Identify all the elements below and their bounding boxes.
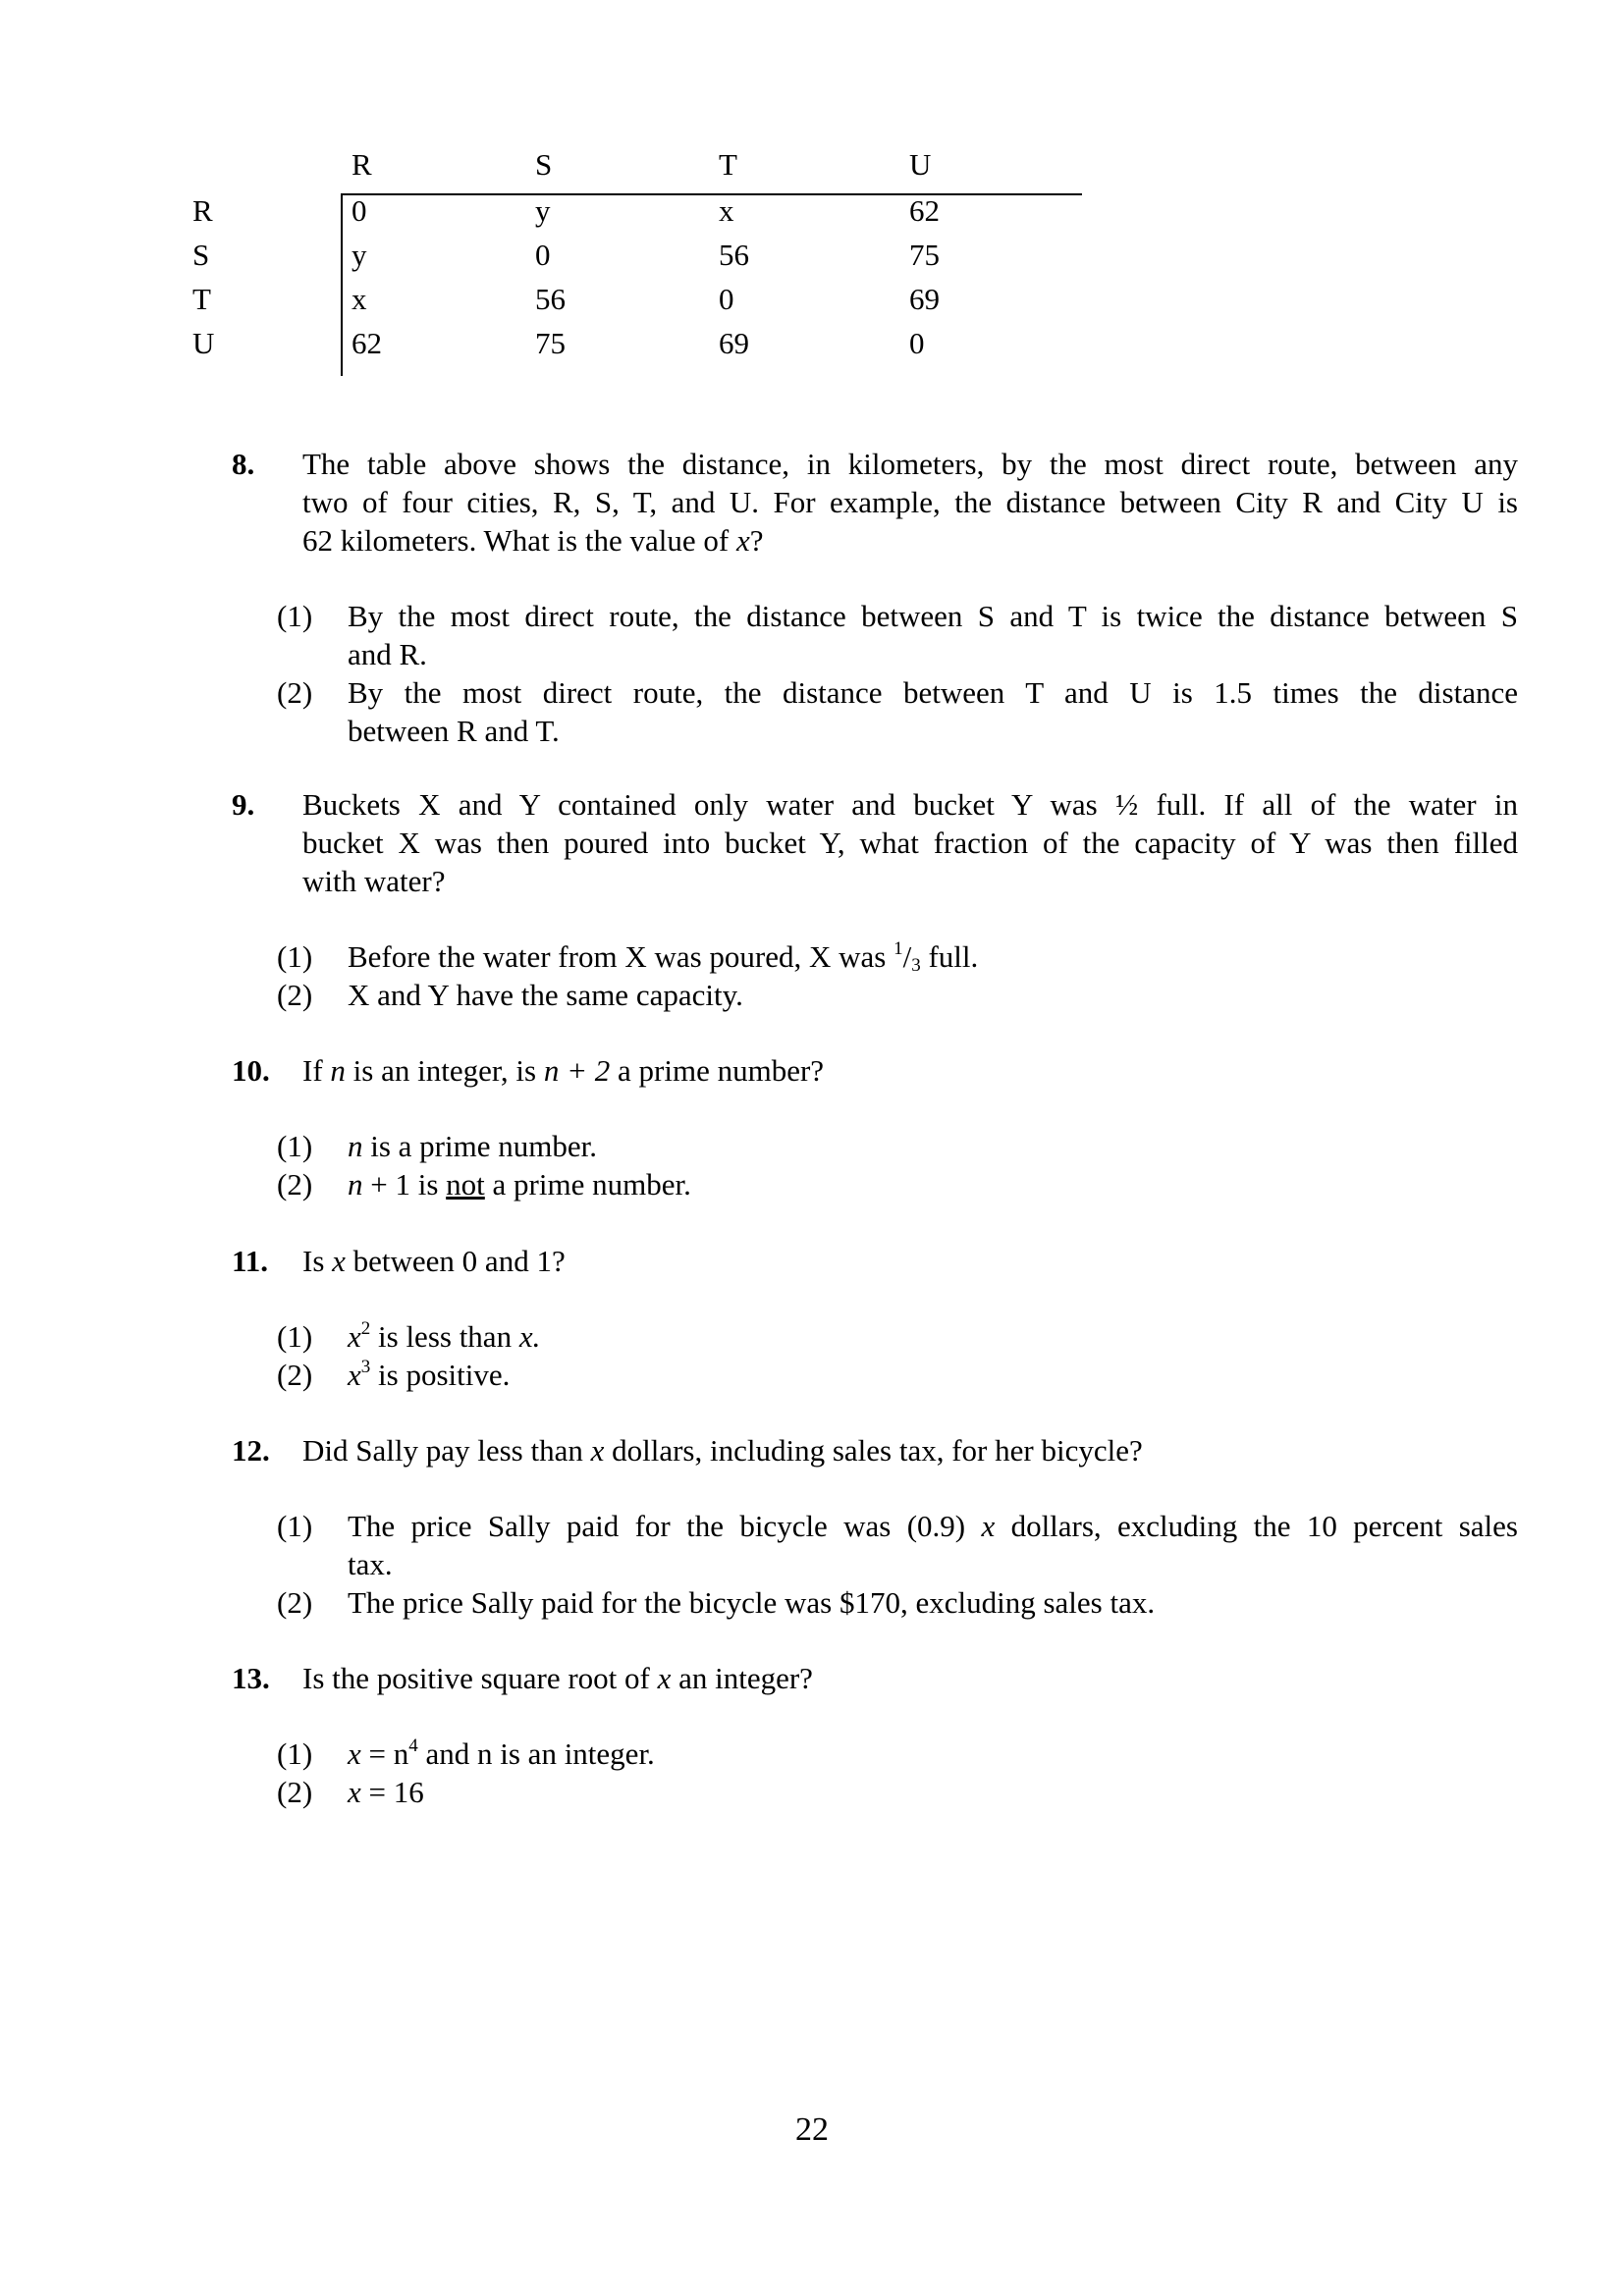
statement-label: (1) bbox=[277, 1736, 313, 1771]
table-cell: 0 bbox=[909, 326, 925, 360]
variable: x bbox=[348, 1319, 361, 1354]
stem-text: ? bbox=[749, 523, 764, 558]
question-stem bbox=[302, 785, 1518, 900]
question-number: 12. bbox=[232, 1433, 270, 1468]
stem-text: Did Sally pay less than bbox=[302, 1433, 591, 1468]
statement-text bbox=[348, 673, 1518, 750]
stem-text: between 0 and 1? bbox=[345, 1244, 566, 1278]
stem-line bbox=[302, 521, 1518, 560]
statement-label: (1) bbox=[277, 1129, 313, 1163]
statement-text bbox=[348, 1773, 1518, 1811]
exponent: 2 bbox=[360, 1318, 371, 1339]
statement-text bbox=[348, 1165, 1518, 1203]
table-cell: 56 bbox=[535, 282, 566, 316]
stem-line: two of four cities, R, S, T, and U. For example, the distance between City R and City U is bbox=[302, 485, 1518, 519]
stem-line: The table above shows the distance, in kilometers, by the most direct route, between any bbox=[302, 447, 1518, 481]
statement-label: (2) bbox=[277, 675, 313, 710]
stem-text: dollars, including sales tax, for her bicycle? bbox=[604, 1433, 1143, 1468]
stem-text: Is bbox=[302, 1244, 333, 1278]
row-header-u: U bbox=[192, 326, 215, 360]
row-header-t: T bbox=[192, 282, 211, 316]
variable: x bbox=[590, 1433, 605, 1468]
statement-segment: The price Sally paid for the bicycle was (0.9) bbox=[348, 1509, 982, 1543]
statement-label: (2) bbox=[277, 1358, 313, 1392]
variable: x. bbox=[518, 1319, 541, 1354]
stem-line: bucket X was then poured into bucket Y, what fraction of the capacity of Y was then filled bbox=[302, 826, 1518, 860]
question-stem bbox=[302, 1431, 1518, 1469]
table-cell: 69 bbox=[909, 282, 940, 316]
statement-segment: dollars, excluding the 10 percent sales bbox=[1010, 1509, 1518, 1543]
variable: x bbox=[332, 1244, 346, 1278]
exponent: 4 bbox=[408, 1735, 418, 1756]
question-stem bbox=[302, 1659, 1518, 1697]
variable: x bbox=[348, 1775, 361, 1809]
table-row-header-rule bbox=[341, 193, 343, 376]
stem-line: with water? bbox=[302, 864, 446, 898]
statement-text bbox=[348, 1735, 1518, 1773]
question-stem bbox=[302, 445, 1518, 560]
expression: n + 2 bbox=[543, 1053, 611, 1088]
statement-segment: = n bbox=[360, 1736, 409, 1771]
question-number: 11. bbox=[232, 1244, 269, 1278]
column-header-r: R bbox=[352, 147, 372, 182]
stem-text: If bbox=[302, 1053, 331, 1088]
stem-line: Buckets X and Y contained only water and bucket Y was ½ full. If all of the water in bbox=[302, 787, 1518, 822]
statement-text bbox=[348, 937, 1518, 976]
question-stem bbox=[302, 1242, 1518, 1280]
variable: n bbox=[330, 1053, 346, 1088]
stem-text: an integer? bbox=[671, 1661, 813, 1695]
column-header-t: T bbox=[719, 147, 737, 182]
table-cell: 0 bbox=[535, 238, 551, 272]
table-cell: 56 bbox=[719, 238, 749, 272]
statement-segment: = 16 bbox=[360, 1775, 424, 1809]
statement-label: (2) bbox=[277, 1167, 313, 1201]
table-cell: 0 bbox=[352, 193, 367, 228]
statement-label: (1) bbox=[277, 1509, 313, 1543]
stem-text: Is the positive square root of bbox=[302, 1661, 658, 1695]
statement-text bbox=[348, 1127, 1518, 1165]
statement-line: and R. bbox=[348, 637, 427, 671]
statement-text bbox=[348, 1317, 1518, 1356]
statement-segment: a prime number. bbox=[484, 1167, 691, 1201]
column-header-u: U bbox=[909, 147, 932, 182]
question-stem bbox=[302, 1051, 1518, 1090]
statement-label: (1) bbox=[277, 599, 313, 633]
statement-label: (1) bbox=[277, 939, 313, 974]
question-number: 9. bbox=[232, 787, 255, 822]
statement-text bbox=[348, 1507, 1518, 1583]
statement-label: (2) bbox=[277, 978, 313, 1012]
table-cell: 69 bbox=[719, 326, 749, 360]
variable: x bbox=[981, 1509, 996, 1543]
fraction-slash: / bbox=[902, 939, 912, 974]
variable: n bbox=[348, 1167, 363, 1201]
stem-text: 62 kilometers. What is the value of bbox=[302, 523, 736, 558]
statement-line: between R and T. bbox=[348, 714, 560, 748]
statement-label: (2) bbox=[277, 1775, 313, 1809]
question-number: 10. bbox=[232, 1053, 270, 1088]
variable: n bbox=[348, 1129, 363, 1163]
stem-text: a prime number? bbox=[610, 1053, 825, 1088]
statement-text bbox=[348, 597, 1518, 673]
statement-segment: is less than bbox=[370, 1319, 519, 1354]
fraction-denominator: 3 bbox=[911, 955, 921, 976]
statement-label: (2) bbox=[277, 1585, 313, 1620]
statement-line: By the most direct route, the distance between T and U is 1.5 times the distance bbox=[348, 675, 1518, 710]
statement-text bbox=[348, 1356, 1518, 1394]
table-cell: x bbox=[352, 282, 367, 316]
exponent: 3 bbox=[360, 1357, 371, 1377]
statement-segment: is positive. bbox=[370, 1358, 511, 1392]
question-number: 13. bbox=[232, 1661, 270, 1695]
underlined-word: not bbox=[446, 1167, 485, 1201]
table-cell: y bbox=[352, 238, 367, 272]
statement-line: By the most direct route, the distance between S and T is twice the distance between S bbox=[348, 599, 1518, 633]
statement-text: X and Y have the same capacity. bbox=[348, 978, 743, 1012]
row-header-r: R bbox=[192, 193, 213, 228]
table-cell: 62 bbox=[909, 193, 940, 228]
table-header-rule bbox=[342, 193, 1082, 195]
variable: x bbox=[735, 523, 750, 558]
statement-segment: and n is an integer. bbox=[417, 1736, 655, 1771]
statement-text: The price Sally paid for the bicycle was $170, excluding sales tax. bbox=[348, 1585, 1156, 1620]
stem-text: is an integer, is bbox=[345, 1053, 544, 1088]
statement-line bbox=[348, 1507, 1518, 1545]
table-cell: 75 bbox=[535, 326, 566, 360]
page-number: 22 bbox=[795, 2111, 829, 2148]
column-header-s: S bbox=[535, 147, 553, 182]
statement-segment: full. bbox=[920, 939, 979, 974]
statement-segment: + 1 is bbox=[362, 1167, 447, 1201]
question-number: 8. bbox=[232, 447, 255, 481]
table-cell: x bbox=[719, 193, 734, 228]
statement-line: tax. bbox=[348, 1547, 393, 1581]
distance-table bbox=[192, 145, 1086, 377]
variable: x bbox=[348, 1358, 361, 1392]
statement-label: (1) bbox=[277, 1319, 313, 1354]
row-header-s: S bbox=[192, 238, 210, 272]
table-cell: 62 bbox=[352, 326, 382, 360]
variable: x bbox=[348, 1736, 361, 1771]
table-cell: 75 bbox=[909, 238, 940, 272]
table-cell: 0 bbox=[719, 282, 734, 316]
fraction-numerator: 1 bbox=[893, 938, 903, 959]
statement-segment: is a prime number. bbox=[362, 1129, 597, 1163]
table-cell: y bbox=[535, 193, 551, 228]
variable: x bbox=[657, 1661, 672, 1695]
statement-segment: Before the water from X was poured, X was bbox=[348, 939, 894, 974]
